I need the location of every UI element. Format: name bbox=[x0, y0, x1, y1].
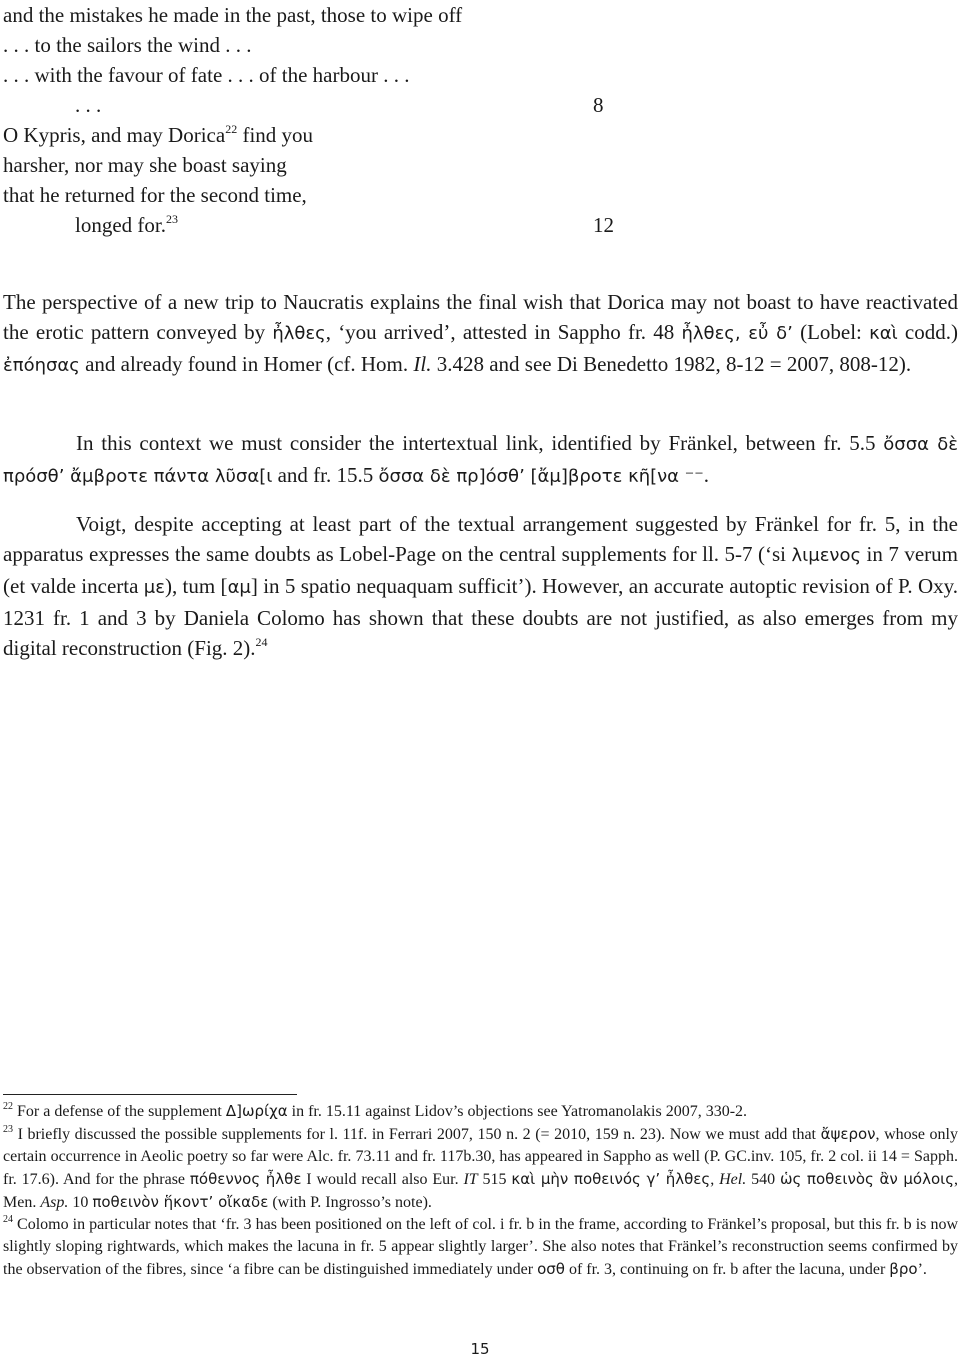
text: 540 bbox=[746, 1171, 780, 1188]
greek-text: αμ bbox=[227, 577, 251, 598]
poem-line-text: find you bbox=[237, 123, 314, 147]
text: codd.) bbox=[897, 320, 958, 344]
poem-line-text: that he returned for the second time, bbox=[3, 183, 307, 207]
footnote-ref[interactable]: 24 bbox=[255, 635, 268, 649]
greek-text: καὶ μὴν ποθεινός γ’ ἦλθες bbox=[511, 1170, 711, 1188]
text: I would recall also Eur. bbox=[301, 1171, 464, 1188]
paragraph-perspective bbox=[3, 287, 958, 381]
text: 515 bbox=[477, 1171, 512, 1188]
poem-line bbox=[3, 90, 643, 120]
poem-line-text: longed for. bbox=[75, 213, 166, 237]
page-number: 15 bbox=[470, 1340, 490, 1358]
footnote-22 bbox=[3, 1100, 958, 1123]
text: The perspective of a new trip to Naucratis explains the final wish that Dorica may not boast to have reactivated the erotic pattern conveyed by bbox=[3, 290, 958, 344]
text: ’. bbox=[917, 1261, 927, 1278]
poem-line-text: . . . with the favour of fate . . . of the harbour . . . bbox=[3, 63, 410, 87]
poem-line-text: O Kypris, and may Dorica bbox=[3, 123, 226, 147]
footnote-23 bbox=[3, 1123, 958, 1214]
poem-line-text: . . . bbox=[75, 93, 102, 117]
text: 3.428 and see Di Benedetto 1982, 8-12 = 2007, 808-12). bbox=[431, 352, 912, 376]
paragraph-intertextual bbox=[3, 428, 958, 492]
greek-text: λιμενος bbox=[791, 545, 862, 566]
text: (with P. Ingrosso’s note). bbox=[268, 1194, 432, 1211]
poem-line-text: and the mistakes he made in the past, those to wipe off bbox=[3, 3, 463, 27]
text: , ‘you arrived’, attested in Sappho fr. 48 bbox=[325, 320, 682, 344]
poem-line bbox=[3, 210, 643, 240]
poem-line-text: harsher, nor may she boast saying bbox=[3, 153, 287, 177]
footnote-number: 23 bbox=[3, 1123, 13, 1135]
text: (Lobel: bbox=[792, 320, 870, 344]
text: in fr. 15.11 against Lidov’s objections see Yatromanolakis 2007, 330-2. bbox=[287, 1103, 748, 1120]
greek-text: ὄσσα δὲ πρ]όσθ’ [ἄμ]βροτε κῆ[να ⁻⁻ bbox=[378, 466, 704, 487]
text: , bbox=[710, 1171, 720, 1188]
greek-text: ὄσσα δὲ πρόσθ’ ἄμβροτε πάντα λῦσα[ι bbox=[3, 434, 958, 487]
poem-line bbox=[3, 0, 643, 30]
text: Colomo in particular notes that ‘fr. 3 has been positioned on the left of col. i fr. b in the frame, according to Fränkel’s proposal, but this fr. b is now slightly sloping rightwards, which makes the lacuna in fr. 5 appear slightly larger’. She also notes that Fränkel’s reconstruction seems confirmed by the observation of the fibres, since ‘a fibre can be distinguished immediately under bbox=[3, 1216, 958, 1278]
greek-text: με bbox=[143, 577, 165, 598]
text: In this context we must consider the intertextual link, identified by Fränkel, between fr. 5.5 bbox=[76, 431, 884, 455]
italic-text: Hel. bbox=[719, 1171, 747, 1188]
paragraph-voigt bbox=[3, 509, 958, 663]
text: and already found in Homer (cf. Hom. bbox=[79, 352, 414, 376]
line-number: 12 bbox=[593, 213, 614, 237]
poem-line bbox=[3, 60, 643, 90]
footnote-number: 24 bbox=[3, 1213, 13, 1225]
footnote-ref[interactable]: 23 bbox=[165, 212, 178, 226]
poem-line bbox=[3, 30, 643, 60]
text: of fr. 3, continuing on fr. b after the lacuna, under bbox=[564, 1261, 890, 1278]
text: ), tum [ bbox=[164, 574, 228, 598]
footnote-24 bbox=[3, 1214, 958, 1281]
italic-text: Asp. bbox=[40, 1194, 69, 1211]
greek-text: ὡς ποθεινὸς ἂν μόλοις bbox=[779, 1170, 955, 1188]
greek-text: βρο bbox=[889, 1260, 918, 1278]
footnote-separator bbox=[3, 1094, 297, 1095]
greek-text: πόθεννος ἦλθε bbox=[189, 1170, 302, 1188]
poem-line bbox=[3, 120, 643, 150]
greek-text: οσθ bbox=[537, 1260, 565, 1278]
text: . bbox=[703, 463, 710, 487]
poem-line bbox=[3, 180, 643, 210]
text: I briefly discussed the possible supplements for l. 11f. in Ferrari 2007, 150 n. 2 (= 2010, 159 n. 23). Now we must add that bbox=[13, 1126, 821, 1143]
greek-text: ποθεινὸν ἥκοντ’ οἴκαδε bbox=[92, 1193, 269, 1211]
greek-text: ἦλθες bbox=[272, 323, 326, 344]
greek-text: ἄψερον bbox=[820, 1125, 876, 1143]
text: 10 bbox=[68, 1194, 93, 1211]
text: For a defense of the supplement bbox=[13, 1103, 226, 1120]
line-number: 8 bbox=[593, 93, 604, 117]
italic-text: Il. bbox=[413, 352, 432, 376]
footnote-ref[interactable]: 22 bbox=[225, 122, 238, 136]
text: , whose only certain occurrence in Aeolic poetry so far were Alc. fr. 73.11 and fr. 117b.30, has appeared in Sappho as well (P. GC.inv. 105, fr. 2 col. ii 14 = Sapph. fr. 17.6). And for the phrase bbox=[3, 1126, 958, 1188]
footnotes bbox=[3, 1100, 958, 1281]
text: ] in 5 spatio nequaquam sufficit’). However, an accurate autoptic revision of P. Oxy. 1231 fr. 1 and 3 by Daniela Colomo has shown that these doubts are not justified, as also emerges from my digital reconstruction (Fig. 2). bbox=[3, 574, 959, 660]
greek-text: ἦλθες, εὖ δ’ bbox=[681, 323, 793, 344]
translated-poem bbox=[3, 0, 643, 240]
footnote-number: 22 bbox=[3, 1100, 13, 1112]
greek-text: Δ]ωρίχα bbox=[225, 1102, 288, 1120]
greek-text: καὶ bbox=[869, 323, 898, 344]
text: in 7 verum (et valde incerta bbox=[3, 542, 959, 598]
text: , Men. bbox=[3, 1171, 959, 1211]
greek-text: ἐπόησας bbox=[3, 355, 80, 376]
text: and fr. 15.5 bbox=[272, 463, 379, 487]
poem-line bbox=[3, 150, 643, 180]
poem-line-text: . . . to the sailors the wind . . . bbox=[3, 33, 252, 57]
text: Voigt, despite accepting at least part of the textual arrangement suggested by Fränkel for fr. 5, in the apparatus expresses the same doubts as Lobel-Page on the central supplements for ll. 5-7 (‘si bbox=[3, 512, 958, 566]
italic-text: IT bbox=[463, 1171, 478, 1188]
